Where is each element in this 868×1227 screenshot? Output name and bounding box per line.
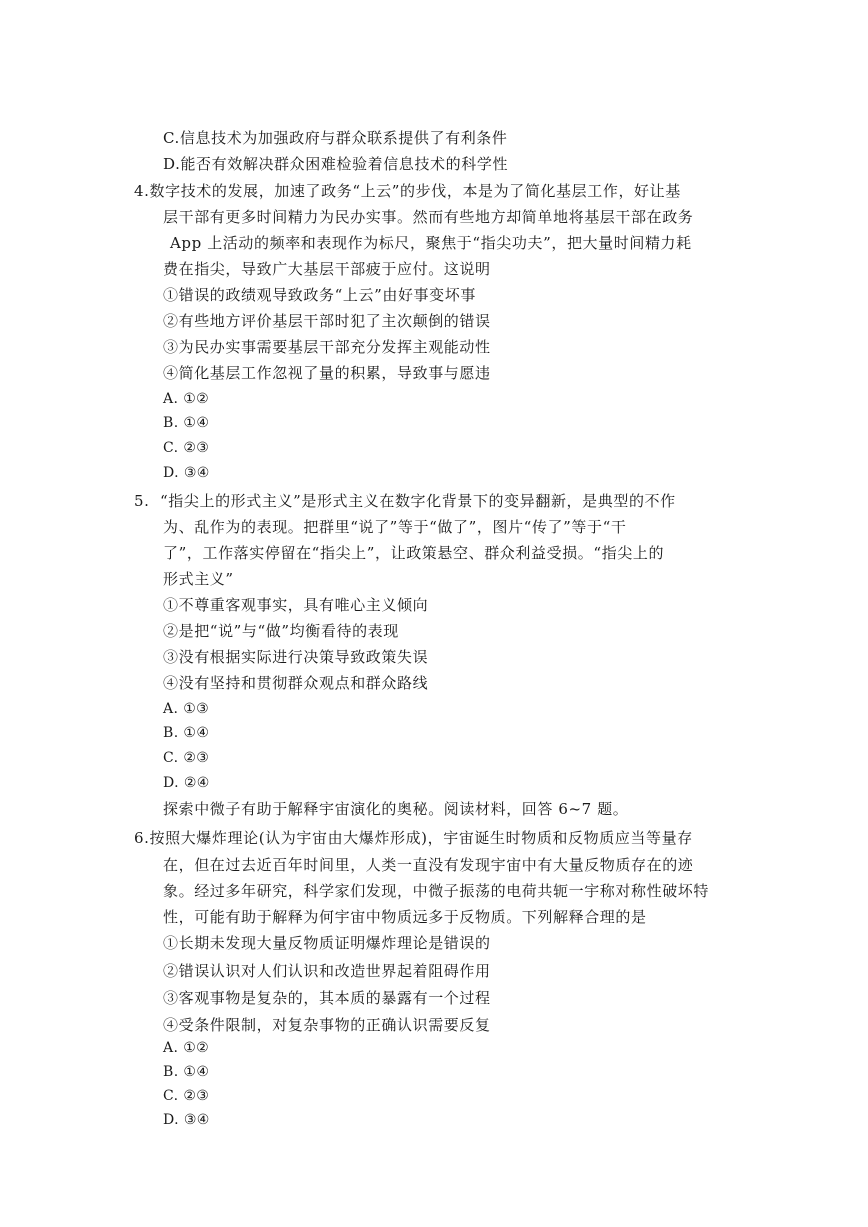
q5-number: 5. <box>134 492 150 510</box>
q5-option-b: B. ①④ <box>163 725 210 741</box>
q6-stem-line-3: 象。经过多年研究，科学家们发现，中微子振荡的电荷共轭一宇称对称性破坏特 <box>163 882 710 900</box>
q6-statement-1: ①长期未发现大量反物质证明爆炸理论是错误的 <box>163 934 491 952</box>
material-intro: 探索中微子有助于解释宇宙演化的奥秘。阅读材料，回答 6~7 题。 <box>163 800 629 818</box>
q4-option-d: D. ③④ <box>163 465 210 481</box>
q4-stem-line-4: 费在指尖，导致广大基层干部疲于应付。这说明 <box>163 260 491 278</box>
q4-stem-line-3: App 上活动的频率和表现作为标尺，聚焦于“指尖功夫”，把大量时间精力耗 <box>170 234 692 252</box>
q5-option-d: D. ②④ <box>163 775 210 791</box>
q6-option-c: C. ②③ <box>163 1088 210 1104</box>
q5-statement-3: ③没有根据实际进行决策导致政策失误 <box>163 648 429 666</box>
q6-statement-4: ④受条件限制，对复杂事物的正确认识需要反复 <box>163 1016 491 1034</box>
q5-stem-line-2: 为、乱作为的表现。把群里“说了”等于“做了”，图片“传了”等于“干 <box>163 518 627 536</box>
q5-statement-4: ④没有坚持和贯彻群众观点和群众路线 <box>163 674 429 692</box>
q4-option-b: B. ①④ <box>163 415 210 431</box>
q6-stem-line-2: 在，但在过去近百年时间里，人类一直没有发现宇宙中有大量反物质存在的迹 <box>163 856 694 874</box>
q3-option-d: D.能否有效解决群众困难检验着信息技术的科学性 <box>163 155 509 173</box>
q4-stem-line-1: 4.数字技术的发展，加速了政务“上云”的步伐，本是为了简化基层工作，好让基 <box>134 182 681 200</box>
q5-option-a: A. ①③ <box>163 701 210 717</box>
q4-statement-2: ②有些地方评价基层干部时犯了主次颠倒的错误 <box>163 312 491 330</box>
q5-stem-line-1: “指尖上的形式主义”是形式主义在数字化背景下的变异翻新，是典型的不作 <box>160 492 676 510</box>
q3-option-c: C.信息技术为加强政府与群众联系提供了有利条件 <box>163 129 508 147</box>
q6-option-b: B. ①④ <box>163 1064 210 1080</box>
q4-statement-1: ①错误的政绩观导致政务“上云”由好事变坏事 <box>163 286 476 304</box>
q6-statement-3: ③客观事物是复杂的，其本质的暴露有一个过程 <box>163 989 491 1007</box>
q6-option-a: A. ①② <box>163 1040 210 1056</box>
q5-statement-1: ①不尊重客观事实，具有唯心主义倾向 <box>163 596 429 614</box>
q4-stem-line-2: 层干部有更多时间精力为民办实事。然而有些地方却简单地将基层干部在政务 <box>163 208 694 226</box>
q5-option-c: C. ②③ <box>163 750 210 766</box>
q6-stem-line-1: 6.按照大爆炸理论(认为宇宙由大爆炸形成)，宇宙诞生时物质和反物质应当等量存 <box>134 829 693 847</box>
q6-stem-line-4: 性，可能有助于解释为何宇宙中物质远多于反物质。下列解释合理的是 <box>163 908 647 926</box>
q4-statement-4: ④简化基层工作忽视了量的积累，导致事与愿违 <box>163 364 491 382</box>
q5-statement-2: ②是把“说”与“做”均衡看待的表现 <box>163 622 399 640</box>
q6-option-d: D. ③④ <box>163 1112 210 1128</box>
q5-stem-line-3: 了”，工作落实停留在“指尖上”，让政策悬空、群众利益受损。“指尖上的 <box>163 544 665 562</box>
q5-stem-line-4: 形式主义” <box>163 570 234 588</box>
q4-statement-3: ③为民办实事需要基层干部充分发挥主观能动性 <box>163 338 491 356</box>
q4-option-c: C. ②③ <box>163 440 210 456</box>
q4-option-a: A. ①② <box>163 391 210 407</box>
q6-statement-2: ②错误认识对人们认识和改造世界起着阻碍作用 <box>163 962 491 980</box>
